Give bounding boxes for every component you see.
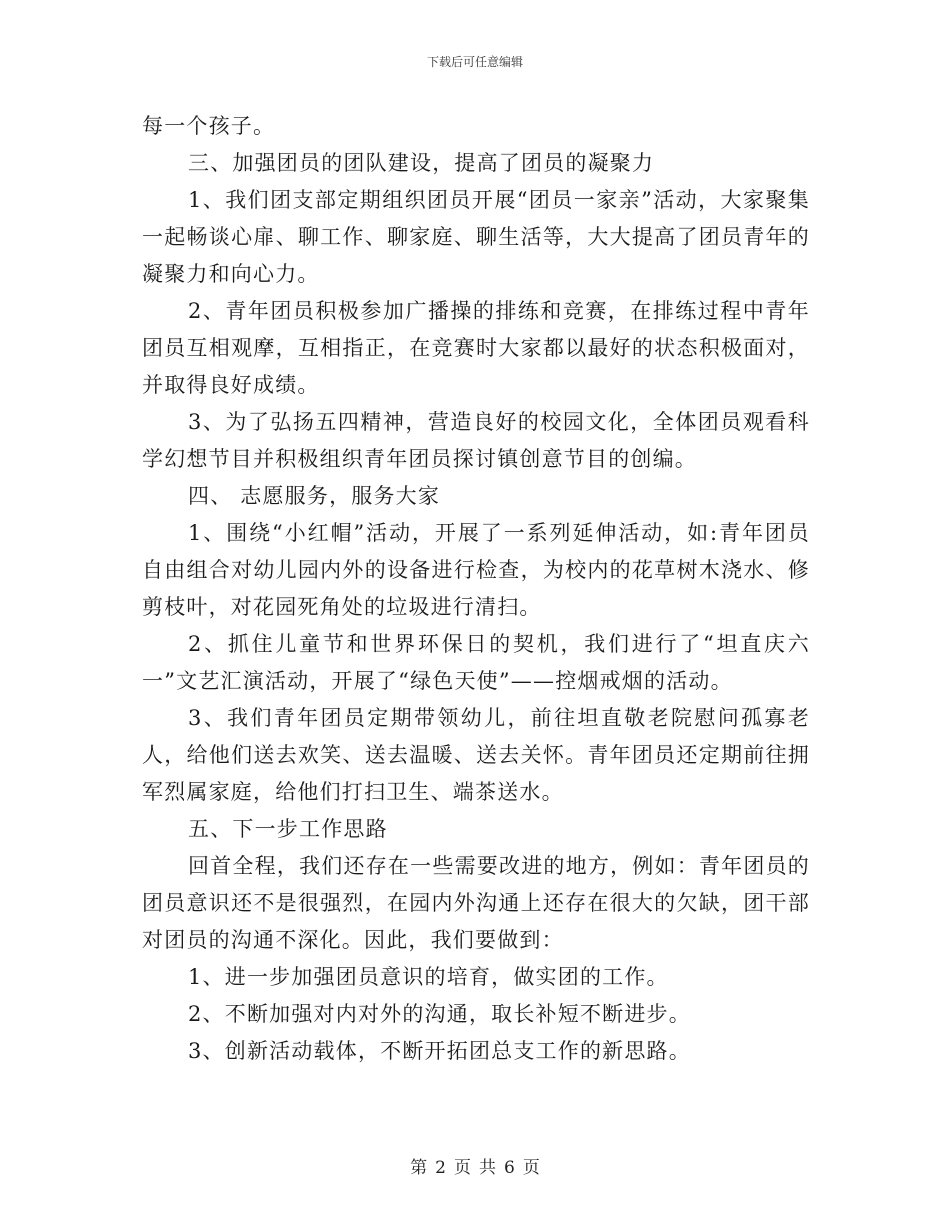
- footer-total-pages: 6: [504, 1158, 515, 1178]
- paragraph-5-2: 2、不断加强对内对外的沟通，取长补短不断进步。: [188, 1002, 691, 1026]
- paragraph-4-2: 2、抓住儿童节和世界环保日的契机，我们进行了“坦直庆六一”文艺汇演活动，开展了“绿色天使”——控烟戒烟的活动。: [142, 632, 810, 693]
- section-heading-3: 三、加强团员的团队建设，提高了团员的凝聚力: [188, 151, 655, 175]
- paragraph-5-intro: 回首全程，我们还存在一些需要改进的地方，例如：青年团员的团员意识还不是很强烈，在园内外沟通上还存在很大的欠缺，团干部对团员的沟通不深化。因此，我们要做到：: [142, 854, 810, 952]
- paragraph-3-1: 1、我们团支部定期组织团员开展“团员一家亲”活动，大家聚集一起畅谈心扉、聊工作、聊家庭、聊生活等，大大提高了团员青年的凝聚力和向心力。: [142, 188, 810, 286]
- footer-page-word: 页: [454, 1158, 471, 1178]
- paragraph-4-3: 3、我们青年团员定期带领幼儿，前往坦直敬老院慰问孤寡老人，给他们送去欢笑、送去温暖、送去关怀。青年团员还定期前往拥军烈属家庭，给他们打扫卫生、端茶送水。: [142, 706, 810, 804]
- paragraph-continuation: 每一个孩子。: [142, 114, 276, 138]
- footer-total-word: 共: [479, 1158, 496, 1178]
- footer-suffix: 页: [522, 1158, 540, 1178]
- document-body: [142, 108, 810, 1070]
- section-heading-4: 四、 志愿服务，服务大家: [188, 484, 441, 508]
- page-header-note: 下载后可任意编辑: [426, 55, 523, 69]
- paragraph-4-1: 1、围绕“小红帽”活动，开展了一系列延伸活动，如:青年团员自由组合对幼儿园内外的设备进行检查，为校内的花草树木浇水、修剪枝叶，对花园死角处的垃圾进行清扫。: [142, 521, 810, 619]
- footer-prefix: 第: [410, 1158, 428, 1178]
- page-footer: [0, 1153, 950, 1178]
- paragraph-3-3: 3、为了弘扬五四精神，营造良好的校园文化，全体团员观看科学幻想节目并积极组织青年团员探讨镇创意节目的创编。: [142, 410, 810, 471]
- paragraph-3-2: 2、青年团员积极参加广播操的排练和竞赛，在排练过程中青年团员互相观摩，互相指正，在竞赛时大家都以最好的状态积极面对，并取得良好成绩。: [142, 299, 810, 397]
- footer-current-page: 2: [435, 1158, 446, 1178]
- paragraph-5-3: 3、创新活动载体，不断开拓团总支工作的新思路。: [188, 1039, 691, 1063]
- paragraph-5-1: 1、进一步加强团员意识的培育，做实团的工作。: [188, 965, 669, 989]
- section-heading-5: 五、下一步工作思路: [188, 817, 388, 841]
